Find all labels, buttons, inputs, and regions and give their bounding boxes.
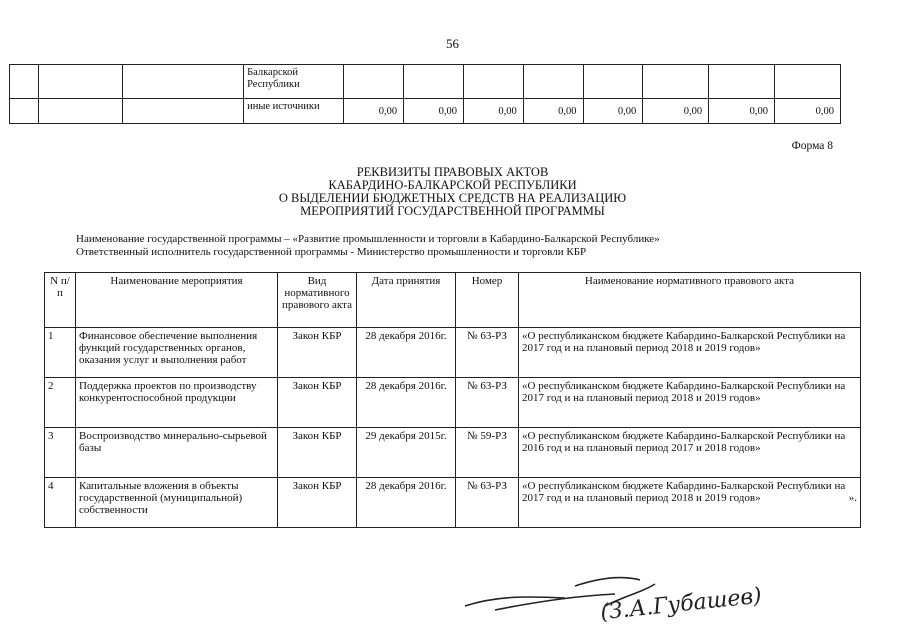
- table-cell: [463, 65, 523, 99]
- header-act-type: Вид нормативного правового акта: [278, 273, 357, 328]
- value-cell: 0,00: [709, 99, 775, 124]
- row-event-name: Поддержка проектов по производству конкурентоспособной продукции: [76, 378, 278, 428]
- table-cell: [123, 99, 244, 124]
- table-cell: [10, 99, 39, 124]
- table-cell: [123, 65, 244, 99]
- table-cell: [39, 65, 123, 99]
- title-line: РЕКВИЗИТЫ ПРАВОВЫХ АКТОВ: [356, 165, 549, 179]
- table-cell: [523, 65, 583, 99]
- row-act-name: «О республиканском бюджете Кабардино-Балкарской Республики на 2017 год и на плановый период 2018 и 2019 годов»: [519, 378, 861, 428]
- row-date: 28 декабря 2016г.: [357, 328, 456, 378]
- row-act-number: № 63-РЗ: [456, 378, 519, 428]
- value-cell: 0,00: [463, 99, 523, 124]
- value-cell: 0,00: [643, 99, 709, 124]
- table-cell: [643, 65, 709, 99]
- title-line: КАБАРДИНО-БАЛКАРСКОЙ РЕСПУБЛИКИ: [328, 178, 577, 192]
- value-cell: 0,00: [523, 99, 583, 124]
- table-row: [45, 478, 861, 528]
- header-number: N п/п: [45, 273, 76, 328]
- row-act-number: № 59-РЗ: [456, 428, 519, 478]
- page-number: 56: [446, 36, 459, 51]
- row-date: 29 декабря 2015г.: [357, 428, 456, 478]
- value-cell: 0,00: [404, 99, 464, 124]
- row-date: 28 декабря 2016г.: [357, 478, 456, 528]
- row-event-name: Финансовое обеспечение выполнения функций государственных органов, оказания услуг и выполнения работ: [76, 328, 278, 378]
- table-row: [45, 428, 861, 478]
- title-line: МЕРОПРИЯТИЙ ГОСУДАРСТВЕННОЙ ПРОГРАММЫ: [300, 204, 605, 218]
- header-date: Дата принятия: [357, 273, 456, 328]
- row-end-mark: ».: [848, 492, 857, 504]
- table-cell: [583, 65, 643, 99]
- row-number: 3: [45, 428, 76, 478]
- source-label-cell: иные источники: [244, 99, 344, 124]
- table-row: [45, 378, 861, 428]
- row-act-type: Закон КБР: [278, 478, 357, 528]
- row-act-name-text: «О республиканском бюджете Кабардино-Балкарской Республики на 2017 год и на плановый период 2018 и 2019 годов»: [522, 480, 846, 504]
- table-header-row: [45, 273, 861, 328]
- legal-acts-table: [44, 272, 861, 528]
- row-number: 4: [45, 478, 76, 528]
- header-event-name: Наименование мероприятия: [76, 273, 278, 328]
- row-act-name: [519, 478, 861, 528]
- table-cell: [709, 65, 775, 99]
- row-act-number: № 63-РЗ: [456, 328, 519, 378]
- signature-name: (З.А.Губашев): [599, 583, 763, 626]
- program-name: Наименование государственной программы – «Развитие промышленности и торговли в Кабардино-Балкарской Республике»: [76, 233, 660, 245]
- row-date: 28 декабря 2016г.: [357, 378, 456, 428]
- title-line: О ВЫДЕЛЕНИИ БЮДЖЕТНЫХ СРЕДСТВ НА РЕАЛИЗАЦИЮ: [278, 191, 627, 205]
- value-cell: 0,00: [775, 99, 841, 124]
- source-label-cell: Балкарской Республики: [244, 65, 344, 99]
- table-cell: [775, 65, 841, 99]
- table-cell: [404, 65, 464, 99]
- row-act-type: Закон КБР: [278, 328, 357, 378]
- row-event-name: Воспроизводство минерально-сырьевой базы: [76, 428, 278, 478]
- document-title: [0, 166, 905, 218]
- budget-table-fragment: [9, 64, 841, 124]
- row-event-name: Капитальные вложения в объекты государственной (муниципальной) собственности: [76, 478, 278, 528]
- header-act-number: Номер: [456, 273, 519, 328]
- table-row: [45, 328, 861, 378]
- row-act-name: «О республиканском бюджете Кабардино-Балкарской Республики на 2017 год и на плановый период 2018 и 2019 годов»: [519, 328, 861, 378]
- header-act-name: Наименование нормативного правового акта: [519, 273, 861, 328]
- table-cell: [344, 65, 404, 99]
- program-executor: Ответственный исполнитель государственной программы - Министерство промышленности и торговли КБР: [76, 246, 587, 258]
- value-cell: 0,00: [583, 99, 643, 124]
- row-number: 1: [45, 328, 76, 378]
- row-act-name: «О республиканском бюджете Кабардино-Балкарской Республики на 2016 год и на плановый период 2017 и 2018 годов»: [519, 428, 861, 478]
- form-label: Форма 8: [791, 140, 833, 152]
- row-act-type: Закон КБР: [278, 428, 357, 478]
- value-cell: 0,00: [344, 99, 404, 124]
- table-cell: [39, 99, 123, 124]
- row-act-type: Закон КБР: [278, 378, 357, 428]
- program-info: [76, 233, 660, 259]
- row-act-number: № 63-РЗ: [456, 478, 519, 528]
- table-cell: [10, 65, 39, 99]
- row-number: 2: [45, 378, 76, 428]
